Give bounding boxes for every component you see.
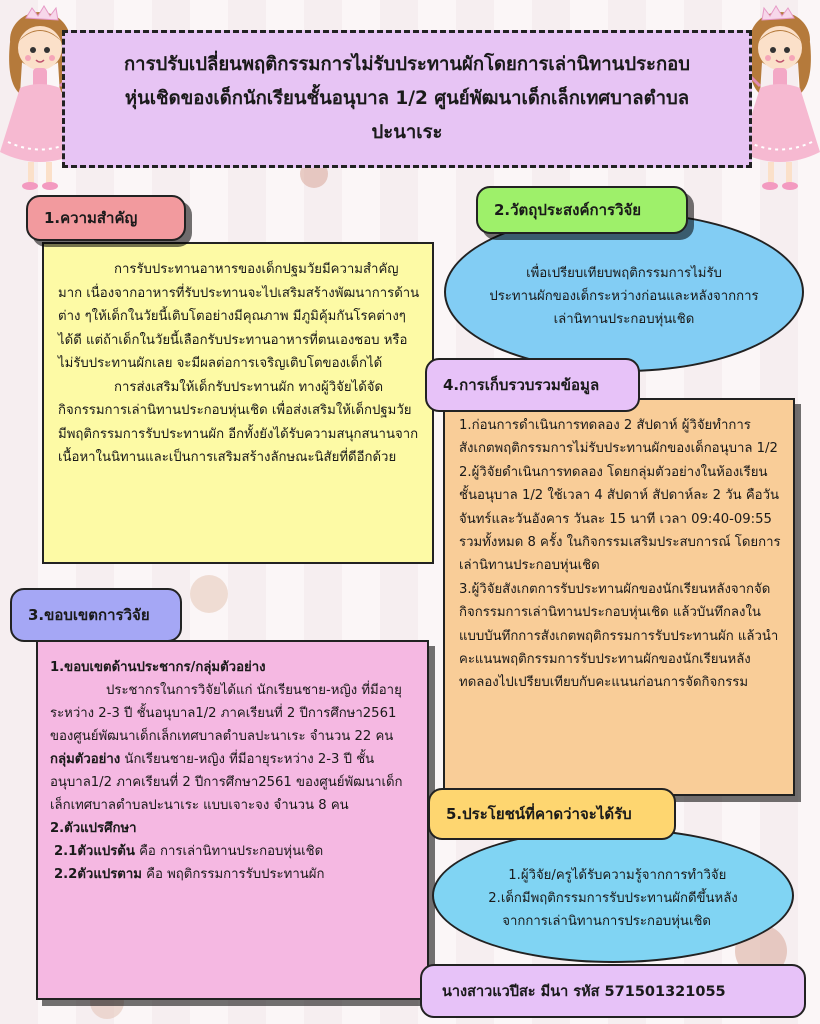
section-3-subheading: 1.ขอบเขตด้านประชากร/กลุ่มตัวอย่าง xyxy=(50,660,266,675)
section-3-paragraph xyxy=(50,748,415,817)
section-2-line: เล่านิทานประกอบหุ่นเชิด xyxy=(553,311,695,327)
section-5-item: 1.ผู้วิจัย/ครูได้รับความรู้จากการทำวิจัย xyxy=(508,868,727,883)
section-2-line: ประทานผักของเด็กระหว่างก่อนและหลังจากการ xyxy=(489,288,759,304)
dv-label: 2.2ตัวแปรตาม xyxy=(54,867,142,882)
author-credit: นางสาวแวปีสะ มีนา รหัส 571501321055 xyxy=(420,964,806,1018)
sample-text: นักเรียนชาย-หญิง ที่มีอายุระหว่าง 2-3 ปี ชั้นอนุบาล1/2 ภาคเรียนที่ 2 ปีการศึกษา2561 ของศูนย์พัฒนาเด็กเล็กเทศบาลตำบลปะนาเระ แบบเจาะจง จำนวน 8 คน xyxy=(50,752,403,813)
section-4-item: 1.ก่อนการดำเนินการทดลอง 2 สัปดาห์ ผู้วิจัยทำการสังเกตพฤติกรรมการไม่รับประทานผักของเด็กอนุบาล 1/2 xyxy=(459,418,778,457)
section-1-paragraph: การรับประทานอาหารของเด็กปฐมวัยมีความสำคัญมาก เนื่องจากอาหารที่รับประทานจะไปเสริมสร้างพัฒนาการด้านต่าง ๆให้เด็กในวัยนี้เติบโตอย่างมีคุณภาพ มีภูมิคุ้มกันโรคต่างๆได้ดี แต่ถ้าเด็กในวัยนี้เลือกรับประทานอาหารที่ตนเองชอบ หรือ ไม่รับประทานผักเลย จะมีผลต่อการเจริญเติบโตของเด็กได้ xyxy=(58,262,420,371)
section-1-body xyxy=(42,242,434,564)
title-line: ปะนาเระ xyxy=(371,122,443,143)
section-2-heading: 2.วัตถุประสงค์การวิจัย xyxy=(476,186,688,234)
iv-text: คือ การเล่านิทานประกอบหุ่นเชิด xyxy=(134,844,324,859)
dv-text: คือ พฤติกรรมการรับประทานผัก xyxy=(141,867,325,882)
background-dot xyxy=(190,575,228,613)
section-5-heading: 5.ประโยชน์ที่คาดว่าจะได้รับ xyxy=(428,788,676,840)
section-1-paragraph: การส่งเสริมให้เด็กรับประทานผัก ทางผู้วิจัยได้จัดกิจกรรมการเล่านิทานประกอบหุ่นเชิด เพื่อส่งเสริมให้เด็กปฐมวัยมีพฤติกรรมการรับประทานผัก อีกทั้งยังได้รับความสนุกสนานจากเนื้อหาในนิทานและเป็นการเสริมสร้างลักษณะนิสัยที่ดีอีกด้วย xyxy=(58,379,419,465)
section-2-line: เพื่อเปรียบเทียบพฤติกรรมการไม่รับ xyxy=(526,265,722,281)
poster-title xyxy=(62,30,752,168)
section-5-item: จากการเล่านิทานการประกอบหุ่นเชิด xyxy=(502,914,711,929)
sample-label: กลุ่มตัวอย่าง xyxy=(50,752,121,767)
section-3-subheading: 2.ตัวแปรศึกษา xyxy=(50,821,137,836)
section-4-body xyxy=(443,398,795,796)
section-5-item: 2.เด็กมีพฤติกรรมการรับประทานผักดีขึ้นหลัง xyxy=(488,891,738,906)
section-5-body xyxy=(432,828,794,963)
iv-label: 2.1ตัวแปรต้น xyxy=(54,844,135,859)
section-3-body xyxy=(36,640,429,1000)
section-1-heading: 1.ความสำคัญ xyxy=(26,195,186,241)
section-3-heading: 3.ขอบเขตการวิจัย xyxy=(10,588,182,642)
section-3-variable xyxy=(50,863,415,886)
title-line: หุ่นเชิดของเด็กนักเรียนชั้นอนุบาล 1/2 ศูนย์พัฒนาเด็กเล็กเทศบาลตำบล xyxy=(124,88,690,109)
section-3-paragraph: ประชากรในการวิจัยได้แก่ นักเรียนชาย-หญิง ที่มีอายุระหว่าง 2-3 ปี ชั้นอนุบาล1/2 ภาคเรียนที่ 2 ปีการศึกษา2561 ของศูนย์พัฒนาเด็กเล็กเทศบาลตำบลปะนาเระ จำนวน 22 คน xyxy=(50,683,402,744)
section-4-item: 3.ผู้วิจัยสังเกตการรับประทานผักของนักเรียนหลังจากจัดกิจกรรมการเล่านิทานประกอบหุ่นเชิด แล้วบันทึกลงในแบบบันทึกการสังเกตพฤติกรรมการรับประทานผัก แล้วนำคะแนนพฤติกรรมการรับประทานผักของนักเรียนหลังทดลองไปเปรียบเทียบกับคะแนนก่อนการจัดกิจกรรม xyxy=(459,581,779,691)
section-4-item: 2.ผู้วิจัยดำเนินการทดลอง โดยกลุ่มตัวอย่างในห้องเรียนชั้นอนุบาล 1/2 ใช้เวลา 4 สัปดาห์ สัปดาห์ละ 2 วัน คือวันจันทร์และวันอังคาร วันละ 15 นาที เวลา 09:40-09:55 รวมทั้งหมด 8 ครั้ง ในกิจกรรมเสริมประสบการณ์ โดยการเล่านิทานประกอบหุ่นเชิด xyxy=(459,464,781,574)
section-2-body xyxy=(444,212,804,372)
title-line: การปรับเปลี่ยนพฤติกรรมการไม่รับประทานผักโดยการเล่านิทานประกอบ xyxy=(123,54,691,75)
section-3-variable xyxy=(50,840,415,863)
section-4-heading: 4.การเก็บรวบรวมข้อมูล xyxy=(425,358,640,412)
